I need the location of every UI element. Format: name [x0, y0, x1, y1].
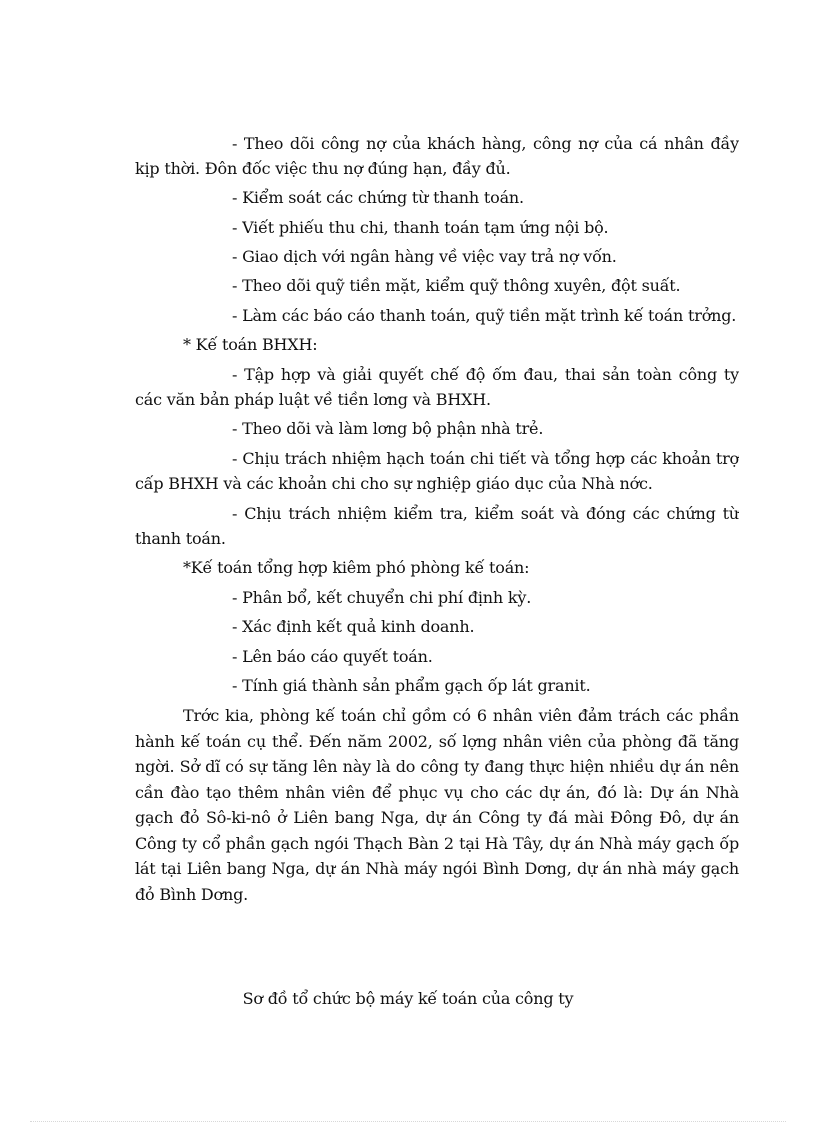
paragraph-line: - Tập hợp và giải quyết chế độ ốm đau, thai sản toàn công ty	[232, 365, 739, 384]
paragraph-line: Trớc kia, phòng kế toán chỉ gồm có 6 nhân viên đảm trách các phần	[183, 706, 739, 725]
list-item: - Tính giá thành sản phẩm gạch ốp lát granit.	[232, 676, 591, 695]
list-item: - Phân bổ, kết chuyển chi phí định kỳ.	[232, 588, 532, 607]
paragraph-line: cấp BHXH và các khoản chi cho sự nghiệp giáo dục của Nhà nớc.	[135, 474, 653, 493]
list-item: - Theo dõi và làm lơng bộ phận nhà trẻ.	[232, 419, 544, 438]
section-heading-bhxh: * Kế toán BHXH:	[183, 335, 318, 354]
paragraph-line: kịp thời. Đôn đốc việc thu nợ đúng hạn, đầy đủ.	[135, 159, 511, 178]
list-item: - Làm các báo cáo thanh toán, quỹ tiền mặt trình kế toán trởng.	[232, 306, 737, 325]
list-item: - Theo dõi quỹ tiền mặt, kiểm quỹ thông xuyên, đột suất.	[232, 276, 681, 295]
diagram-caption: Sơ đồ tổ chức bộ máy kế toán của công ty	[242, 989, 574, 1008]
paragraph-line: thanh toán.	[135, 529, 226, 548]
list-item: - Xác định kết quả kinh doanh.	[232, 617, 475, 636]
paragraph-line: - Chịu trách nhiệm hạch toán chi tiết và tổng hợp các khoản trợ	[232, 449, 739, 468]
paragraph-line: gạch đỏ Sô-ki-nô ở Liên bang Nga, dự án Công ty đá mài Đông Đô, dự án	[135, 808, 739, 827]
paragraph-line: ngời. Sở dĩ có sự tăng lên này là do công ty đang thực hiện nhiều dự án nên	[135, 757, 739, 776]
paragraph-line: các văn bản pháp luật về tiền lơng và BHXH.	[135, 390, 491, 409]
paragraph-line: cần đào tạo thêm nhân viên để phục vụ cho các dự án, đó là: Dự án Nhà	[135, 783, 739, 802]
paragraph-line: lát tại Liên bang Nga, dự án Nhà máy ngói Bình Dơng, dự án nhà máy gạch	[135, 859, 739, 878]
paragraph-line: - Chịu trách nhiệm kiểm tra, kiểm soát và đóng các chứng từ	[232, 504, 739, 523]
page-bottom-rule	[30, 1121, 786, 1122]
list-item: - Viết phiếu thu chi, thanh toán tạm ứng nội bộ.	[232, 218, 609, 237]
list-item: - Giao dịch với ngân hàng về việc vay trả nợ vốn.	[232, 247, 617, 266]
paragraph-line: hành kế toán cụ thể. Đến năm 2002, số lợng nhân viên của phòng đã tăng	[135, 732, 739, 751]
paragraph-line: Công ty cổ phần gạch ngói Thạch Bàn 2 tại Hà Tây, dự án Nhà máy gạch ốp	[135, 834, 739, 853]
paragraph-line: đỏ Bình Dơng.	[135, 885, 249, 904]
list-item: - Kiểm soát các chứng từ thanh toán.	[232, 188, 524, 207]
paragraph-line: - Theo dõi công nợ của khách hàng, công nợ của cá nhân đầy	[232, 134, 739, 153]
section-heading-tong-hop: *Kế toán tổng hợp kiêm phó phòng kế toán:	[183, 558, 530, 577]
list-item: - Lên báo cáo quyết toán.	[232, 647, 433, 666]
